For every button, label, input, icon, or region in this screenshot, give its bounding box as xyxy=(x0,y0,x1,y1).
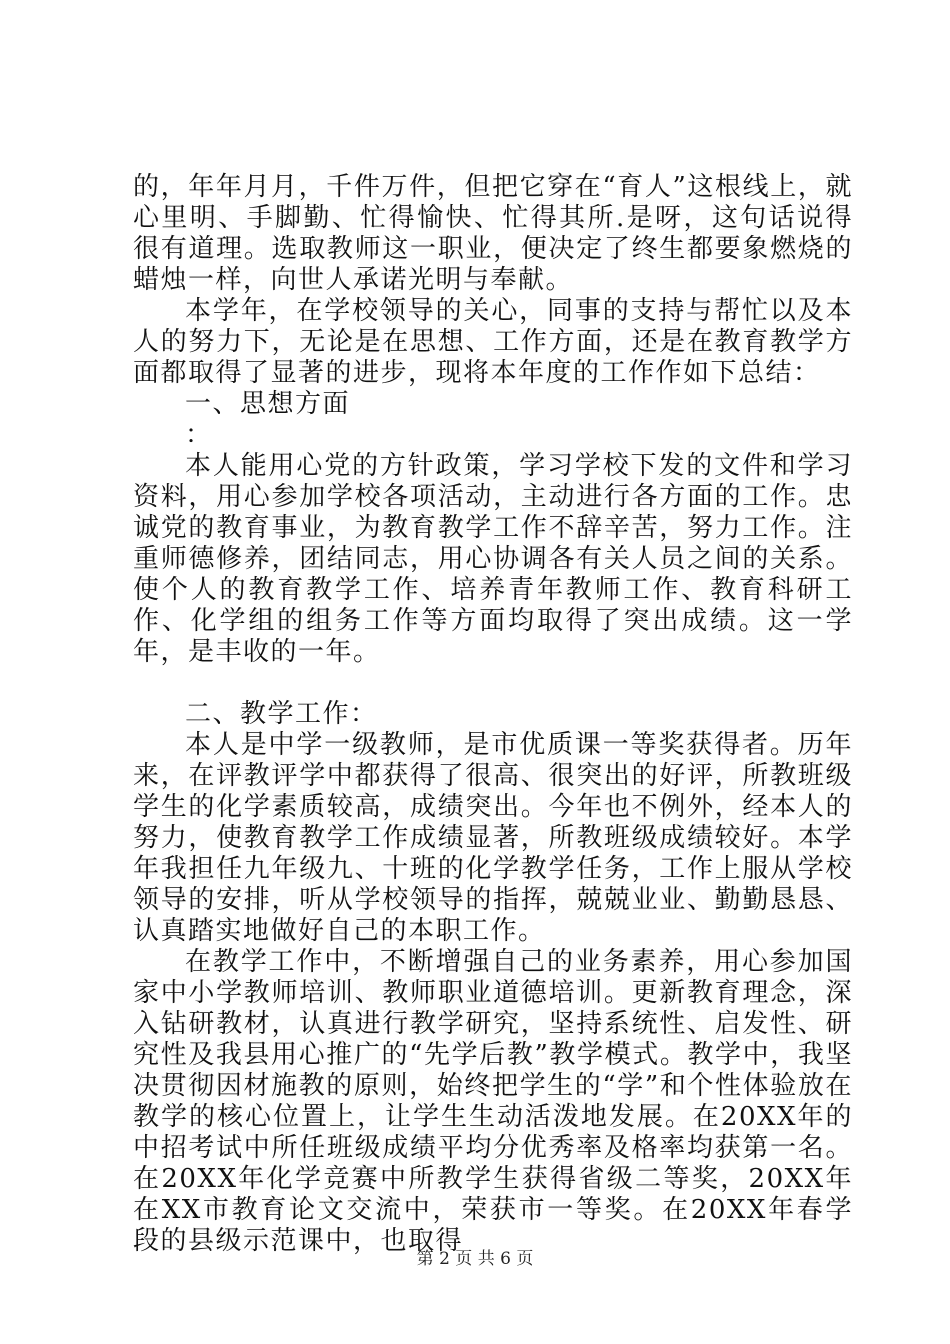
document-body xyxy=(133,172,853,1257)
paragraph-intro: 本学年，在学校领导的关心，同事的支持与帮忙以及本人的努力下，无论是在思想、工作方面，还是在教育教学方面都取得了显著的进步，现将本年度的工作作如下总结： xyxy=(133,296,853,388)
page-number-footer: 第 2 页 共 6 页 xyxy=(416,1249,534,1269)
section-heading-thought: 一、思想方面 xyxy=(185,389,351,419)
paragraph-thought: 本人能用心党的方针政策，学习学校下发的文件和学习资料，用心参加学校各项活动，主动进行各方面的工作。忠诚党的教育事业，为教育教学工作不辞辛苦，努力工作。注重师德修养，团结同志，用心协调各有关人员之间的关系。使个人的教育教学工作、培养青年教师工作、教育科研工作、化学组的组务工作等方面均取得了突出成绩。这一学年，是丰收的一年。 xyxy=(133,451,853,667)
paragraph-gap xyxy=(133,668,853,699)
paragraph-continuation: 的，年年月月，千件万件，但把它穿在“育人”这根线上，就心里明、手脚勤、忙得愉快、忙得其所.是呀，这句话说得很有道理。选取教师这一职业，便决定了终生都要象燃烧的蜡烛一样，向世人承诺光明与奉献。 xyxy=(133,172,853,295)
paragraph-teaching-2: 在教学工作中，不断增强自己的业务素养，用心参加国家中小学教师培训、教师职业道德培训。更新教育理念，深入钻研教材，认真进行教学研究，坚持系统性、启发性、研究性及我县用心推广的“先学后教”教学模式。教学中，我坚决贯彻因材施教的原则，始终把学生的“学”和个性体验放在教学的核心位置上，让学生生动活泼地发展。在20XX年的中招考试中所任班级成绩平均分优秀率及格率均获第一名。在20XX年化学竞赛中所教学生获得省级二等奖，20XX年在XX市教育论文交流中，荣获市一等奖。在20XX年春学段的县级示范课中，也取得 xyxy=(133,947,853,1256)
paragraph-teaching-1: 本人是中学一级教师，是市优质课一等奖获得者。历年来，在评教评学中都获得了很高、很突出的好评，所教班级学生的化学素质较高，成绩突出。今年也不例外，经本人的努力，使教育教学工作成绩显著，所教班级成绩较好。本学年我担任九年级九、十班的化学教学任务，工作上服从学校领导的安排，听从学校领导的指挥，兢兢业业、勤勤恳恳、认真踏实地做好自己的本职工作。 xyxy=(133,730,853,946)
stray-colon: ： xyxy=(185,420,213,450)
section-heading-teaching: 二、教学工作： xyxy=(185,699,378,729)
